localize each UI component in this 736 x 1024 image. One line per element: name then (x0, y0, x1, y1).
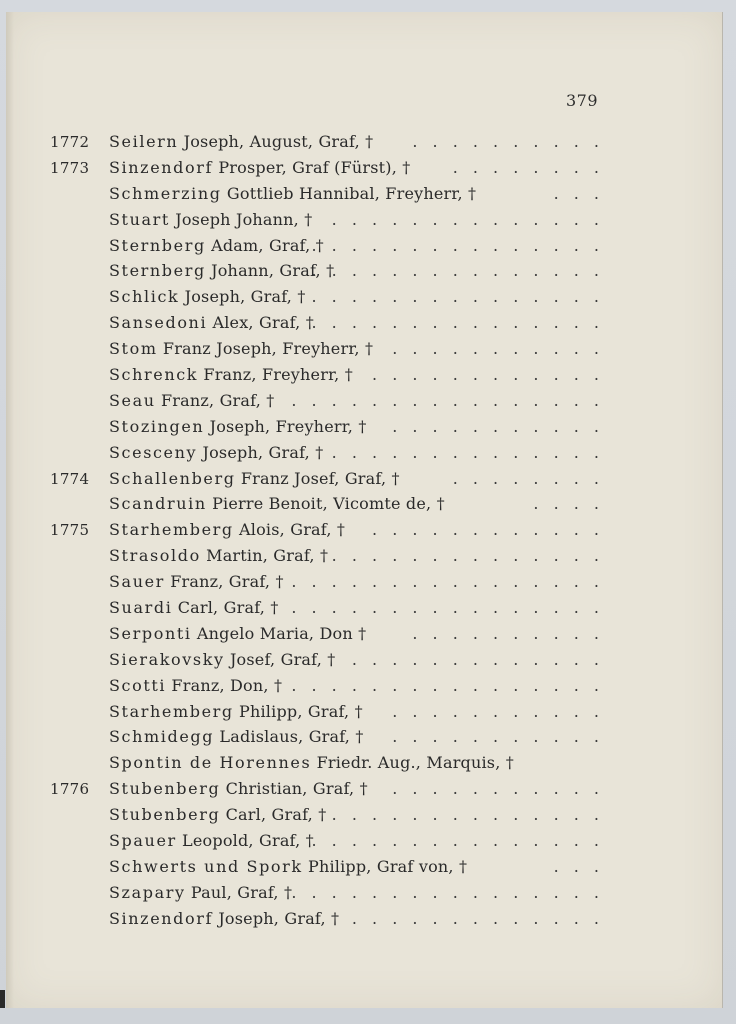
entry-details: Joseph, Graf, † (213, 908, 340, 928)
list-item (6, 491, 722, 517)
list-item (6, 906, 722, 932)
entry-details: Alois, Graf, † (233, 520, 346, 540)
list-item (6, 310, 722, 336)
list-item (6, 155, 722, 181)
scan-edge-mark (0, 990, 5, 1008)
entry-surname: Sauer (109, 572, 165, 592)
book-page (6, 12, 723, 1008)
entry-details: Carl, Graf, † (220, 805, 327, 825)
dot-leader: . . . . . . . . . . . (392, 339, 604, 359)
dot-leader: . . . . . . . . . . . . . . (331, 805, 604, 825)
list-item (6, 776, 722, 802)
entry-details: Christian, Graf, † (220, 779, 368, 799)
entry-surname: Scandruin (109, 494, 207, 514)
list-item (6, 284, 722, 310)
list-item (6, 699, 722, 725)
entry-surname: Schrenck (109, 365, 199, 385)
entry-details: Paul, Graf, † (185, 882, 293, 902)
dot-leader: . . . . . . . . . . . (392, 416, 604, 436)
list-item (6, 647, 722, 673)
dot-leader: . . . (553, 183, 604, 203)
entry-details: Philipp, Graf von, † (302, 856, 468, 876)
list-item (6, 854, 722, 880)
entry-details: Carl, Graf, † (172, 598, 279, 618)
dot-leader: . . . . . . . . . . . (392, 779, 604, 799)
list-item (6, 802, 722, 828)
list-item (6, 362, 722, 388)
entry-details: Prosper, Graf (Fürst), † (213, 157, 411, 177)
entry-details: Franz, Graf, † (164, 572, 284, 592)
list-item (6, 724, 722, 750)
dot-leader: . . . . . . . . . . . . . . . (311, 235, 604, 255)
page-number: 379 (566, 91, 599, 110)
entry-details: Joseph, Freyherr, † (204, 416, 367, 436)
dot-leader: . . . . . . . . . . . . . . . . (291, 598, 604, 618)
entry-year: 1772 (50, 133, 90, 151)
entry-surname: Schallenberg (109, 468, 236, 488)
dot-leader: . . . . . . . . . . . . . . . (311, 831, 604, 851)
entry-details: Josef, Graf, † (224, 649, 336, 669)
entry-details: Alex, Graf, † (207, 313, 314, 333)
entry-details: Friedr. Aug., Marquis, † (311, 753, 514, 773)
list-item (6, 880, 722, 906)
entry-name (109, 857, 602, 876)
list-item (6, 207, 722, 233)
entry-details: Ladislaus, Graf, † (214, 727, 364, 747)
list-item (6, 517, 722, 543)
entry-surname: Sansedoni (109, 313, 208, 333)
entry-year: 1776 (50, 780, 90, 799)
entry-surname: Stubenberg (109, 805, 221, 825)
entry-surname: Serponti (109, 623, 192, 643)
entry-surname: Sternberg (109, 261, 206, 281)
entry-details: Joseph, August, Graf, † (178, 132, 374, 151)
dot-leader: . . . . . . . . . . . . . . . (311, 261, 604, 281)
dot-leader: . . . . . . . . . . . . . (351, 649, 604, 669)
dot-leader: . . . . . . . . . . . . . . . . (291, 390, 604, 410)
entry-details: Joseph Johann, † (169, 209, 313, 229)
entry-surname: Szapary (109, 882, 186, 902)
entry-surname: Schwerts und Spork (109, 856, 303, 876)
entry-name (109, 753, 602, 772)
entry-year: 1773 (50, 158, 90, 177)
dot-leader: . . . . . . . . . . (412, 623, 604, 643)
entry-surname: Spontin de Horennes (109, 753, 312, 773)
entry-surname: Starhemberg (109, 520, 234, 540)
dot-leader: . . . . . . . . . . (412, 132, 604, 151)
entry-details: Franz, Don, † (166, 675, 283, 695)
entry-surname: Spauer (109, 831, 177, 851)
entry-surname: Scotti (109, 675, 167, 695)
list-item (6, 258, 722, 284)
entry-details: Franz, Graf, † (155, 390, 275, 410)
list-item (6, 673, 722, 699)
entry-surname: Stom (109, 339, 158, 359)
entry-year: 1775 (50, 521, 90, 540)
entry-details: Franz Joseph, Freyherr, † (157, 339, 374, 359)
list-item (6, 828, 722, 854)
dot-leader: . . . . . . . . . . . . . . . . (291, 882, 604, 902)
dot-leader: . . . . . . . . . . . . . . (331, 442, 604, 462)
dot-leader: . . . . . . . . . . . . . (351, 908, 604, 928)
entry-details: Pierre Benoit, Vicomte de, † (206, 494, 445, 514)
dot-leader: . . . . . . . . (452, 157, 604, 177)
entry-surname: Sinzendorf (109, 157, 214, 177)
entry-surname: Stozingen (109, 416, 205, 436)
dot-leader: . . . . . . . . . . . . . . . (311, 287, 604, 307)
dot-leader: . . . . . . . . (452, 468, 604, 488)
dot-leader: . . . . . . . . . . . . . . . (311, 313, 604, 333)
dot-leader: . . . . . . . . . . . (392, 701, 604, 721)
entry-surname: Suardi (109, 598, 173, 618)
entry-details: Franz Josef, Graf, † (235, 468, 400, 488)
entry-details: Gottlieb Hannibal, Freyherr, † (221, 183, 477, 203)
list-item (6, 750, 722, 776)
entry-details: Philipp, Graf, † (233, 701, 363, 721)
entry-details: Leopold, Graf, † (176, 831, 314, 851)
entry-details: Adam, Graf, † (205, 235, 324, 255)
dot-leader: . . . . . . . . . . . . . . (331, 209, 604, 229)
list-item (6, 181, 722, 207)
entry-surname: Strasoldo (109, 546, 201, 566)
entry-surname: Schlick (109, 287, 180, 307)
dot-leader: . . . . . . . . . . . . (372, 520, 604, 540)
list-item (6, 233, 722, 259)
entry-surname: Stubenberg (109, 779, 221, 799)
entry-details: Joseph, Graf, † (179, 287, 306, 307)
entry-details: Joseph, Graf, † (197, 442, 324, 462)
dot-leader: . . . . . . . . . . . . . . . . (291, 675, 604, 695)
list-item (6, 440, 722, 466)
list-item (6, 129, 722, 155)
entry-name (109, 184, 602, 203)
entry-details: Angelo Maria, Don † (191, 623, 367, 643)
list-item (6, 543, 722, 569)
entry-surname: Starhemberg (109, 701, 234, 721)
entry-surname: Seau (109, 390, 156, 410)
entry-surname: Sinzendorf (109, 908, 214, 928)
list-item (6, 336, 722, 362)
dot-leader: . . . . . . . . . . . . . . . . (291, 572, 604, 592)
entry-surname: Stuart (109, 209, 170, 229)
list-item (6, 595, 722, 621)
entry-surname: Sternberg (109, 235, 206, 255)
entry-name (109, 494, 602, 513)
entry-details: Franz, Freyherr, † (198, 365, 353, 385)
dot-leader: . . . (553, 856, 604, 876)
entry-surname: Sierakovsky (109, 649, 225, 669)
entry-details: Johann, Graf, † (205, 261, 335, 281)
entry-surname: Schmidegg (109, 727, 215, 747)
dot-leader: . . . . . . . . . . . . (372, 365, 604, 385)
entry-year: 1774 (50, 469, 90, 488)
dot-leader: . . . . . . . . . . . (392, 727, 604, 747)
list-item (6, 569, 722, 595)
entry-surname: Seilern (109, 132, 179, 151)
entry-list (6, 129, 722, 932)
entry-surname: Schmerzing (109, 183, 222, 203)
entry-surname: Scesceny (109, 442, 198, 462)
list-item (6, 466, 722, 492)
list-item (6, 414, 722, 440)
list-item (6, 621, 722, 647)
entry-details: Martin, Graf, † (200, 546, 329, 566)
dot-leader: . . . . (533, 494, 604, 514)
list-item (6, 388, 722, 414)
dot-leader: . . . . . . . . . . . . . . (331, 546, 604, 566)
